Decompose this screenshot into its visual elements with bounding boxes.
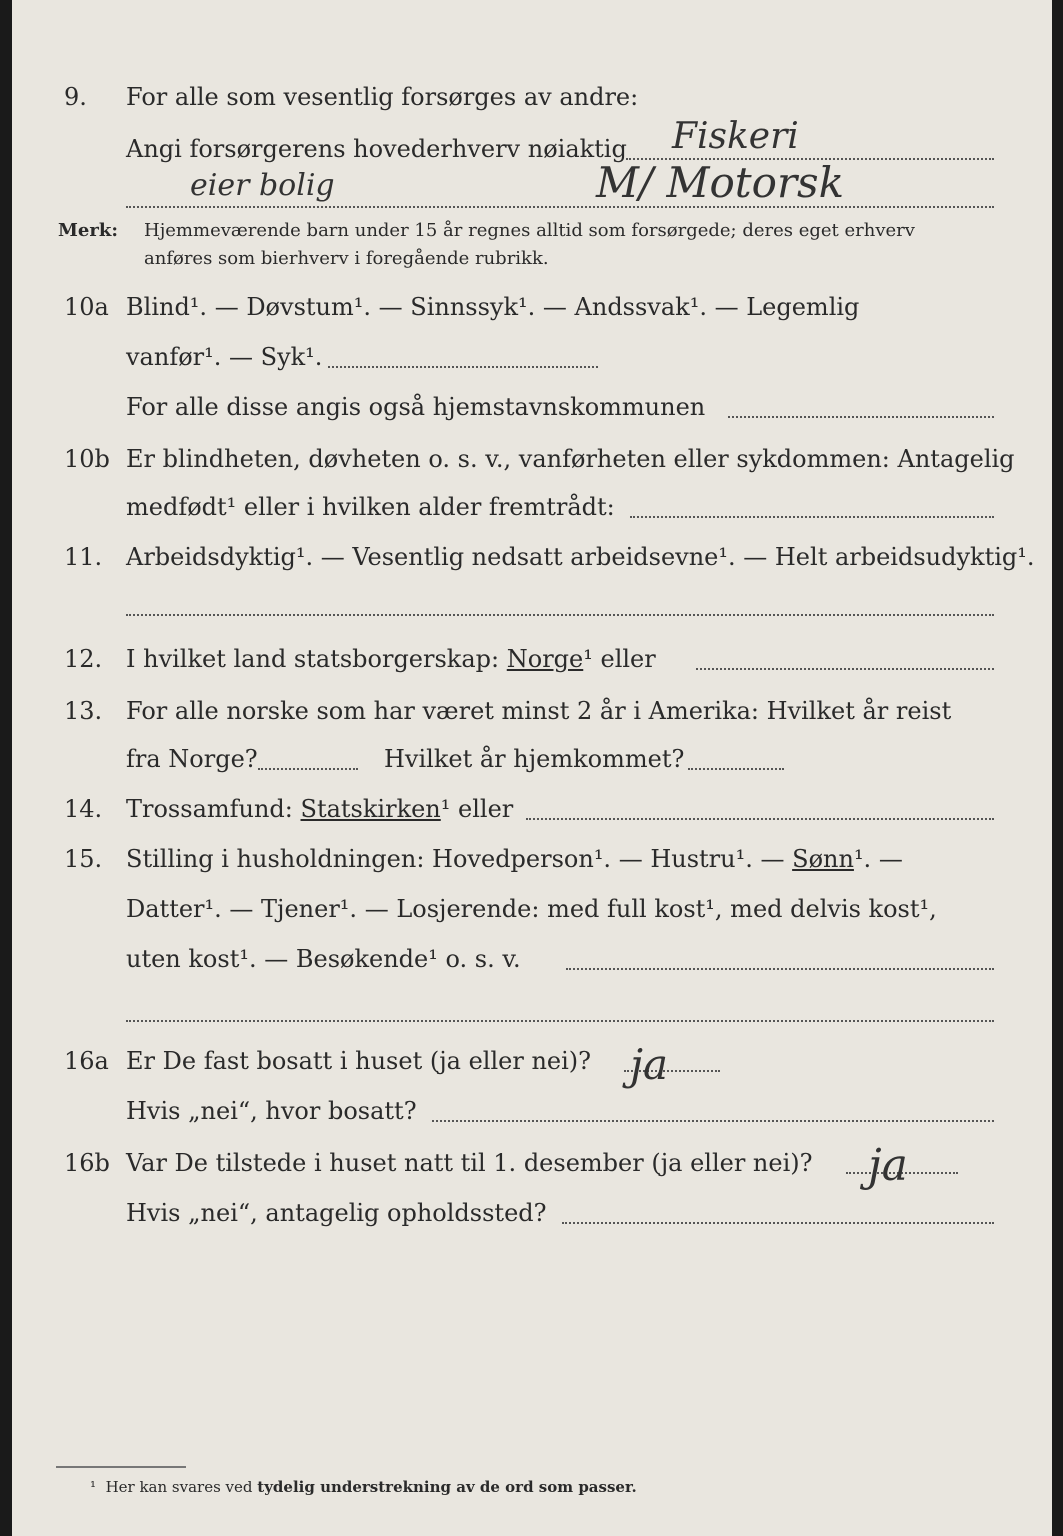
q11-line1: Arbeidsdyktig¹. — Vesentlig nedsatt arbeidsevne¹. — Helt arbeidsudyktig¹. bbox=[126, 543, 1035, 571]
q10b-line1: Er blindheten, døvheten o. s. v., vanførheten eller sykdommen: Antagelig bbox=[126, 445, 1015, 473]
q9-handwriting-2a: eier bolig bbox=[190, 168, 335, 203]
q14-text-post: ¹ eller bbox=[440, 795, 514, 823]
q15-underlined-answer: Sønn bbox=[792, 845, 854, 873]
q16a-line2: Hvis „nei“, hvor bosatt? bbox=[126, 1097, 417, 1125]
q14-dots bbox=[526, 818, 994, 820]
q10a-line3-dots bbox=[728, 416, 994, 418]
q9-handwriting-1: Fiskeri bbox=[672, 116, 799, 157]
q9-line1: For alle som vesentlig forsørges av andre: bbox=[126, 83, 639, 111]
census-form-page bbox=[12, 0, 1052, 1536]
q15-line2: Datter¹. — Tjener¹. — Losjerende: med full kost¹, med delvis kost¹, bbox=[126, 895, 937, 923]
q15-dots bbox=[566, 968, 994, 970]
q16a-handwriting: ja bbox=[630, 1040, 669, 1089]
q15-number: 15. bbox=[64, 845, 103, 873]
q16b-line1: Var De tilstede i huset natt til 1. desember (ja eller nei)? bbox=[126, 1149, 813, 1177]
q16b-number: 16b bbox=[64, 1149, 110, 1177]
footnote-mark: ¹ bbox=[90, 1478, 97, 1496]
q13-line2a: fra Norge? bbox=[126, 745, 258, 773]
q12-dots bbox=[696, 668, 994, 670]
q15-line1 bbox=[126, 844, 903, 874]
q13-dots-b bbox=[688, 768, 784, 770]
q10b-line2: medfødt¹ eller i hvilken alder fremtrådt: bbox=[126, 493, 615, 521]
q10a-line2-dots bbox=[328, 366, 598, 368]
q12-number: 12. bbox=[64, 645, 103, 673]
q13-dots-a bbox=[258, 768, 358, 770]
q15-line3: uten kost¹. — Besøkende¹ o. s. v. bbox=[126, 945, 521, 973]
q10a-line1: Blind¹. — Døvstum¹. — Sinnssyk¹. — Andssvak¹. — Legemlig bbox=[126, 293, 860, 321]
q15-line1-post: ¹. — bbox=[853, 845, 903, 873]
q12-underlined-answer: Norge bbox=[506, 645, 584, 673]
footnote-bold-text: tydelig understrekning av de ord som passer. bbox=[257, 1478, 637, 1496]
q10a-number: 10a bbox=[64, 293, 109, 321]
q14-line bbox=[126, 794, 513, 824]
q9-line2 bbox=[126, 134, 627, 164]
q10b-dots bbox=[630, 516, 994, 518]
q16b-dots-2 bbox=[562, 1222, 994, 1224]
q10b-number: 10b bbox=[64, 445, 110, 473]
q10a-line2: vanfør¹. — Syk¹. bbox=[126, 343, 323, 371]
q14-underlined-answer: Statskirken bbox=[300, 795, 441, 823]
q12-text-post: ¹ eller bbox=[583, 645, 656, 673]
q16a-line1: Er De fast bosatt i huset (ja eller nei)? bbox=[126, 1047, 592, 1075]
merk-line1: Hjemmeværende barn under 15 år regnes alltid som forsørgede; deres eget erhverv bbox=[144, 220, 915, 241]
q16a-number: 16a bbox=[64, 1047, 109, 1075]
merk-line2: anføres som bierhverv i foregående rubrikk. bbox=[144, 248, 549, 269]
q15-dots-2 bbox=[126, 1020, 994, 1022]
q10a-line3: For alle disse angis også hjemstavnskommunen bbox=[126, 393, 706, 421]
merk-label: Merk: bbox=[58, 220, 118, 241]
q14-number: 14. bbox=[64, 795, 103, 823]
q15-line1-text: Stilling i husholdningen: Hovedperson¹. — Hustru¹. — bbox=[126, 845, 785, 873]
q16a-dots-2 bbox=[432, 1120, 994, 1122]
q12-line bbox=[126, 644, 656, 674]
q11-number: 11. bbox=[64, 543, 103, 571]
footnote-rule bbox=[56, 1466, 186, 1468]
footnote bbox=[90, 1478, 637, 1496]
q13-line1: For alle norske som har været minst 2 år i Amerika: Hvilket år reist bbox=[126, 697, 952, 725]
q9-handwriting-2b: M/ Motorsk bbox=[596, 158, 845, 207]
q13-number: 13. bbox=[64, 697, 103, 725]
q11-dots bbox=[126, 614, 994, 616]
footnote-text: Her kan svares ved bbox=[105, 1478, 258, 1496]
q9-line2-text: Angi forsørgerens hovederhverv nøiaktig bbox=[126, 135, 627, 163]
q9-number: 9. bbox=[64, 83, 87, 111]
q16b-line2: Hvis „nei“, antagelig opholdssted? bbox=[126, 1199, 547, 1227]
q13-line2b: Hvilket år hjemkommet? bbox=[384, 745, 685, 773]
q14-text: Trossamfund: bbox=[126, 795, 293, 823]
q12-text: I hvilket land statsborgerskap: bbox=[126, 645, 500, 673]
q9-answer-line-2 bbox=[126, 206, 994, 208]
q16b-handwriting: ja bbox=[868, 1140, 908, 1191]
